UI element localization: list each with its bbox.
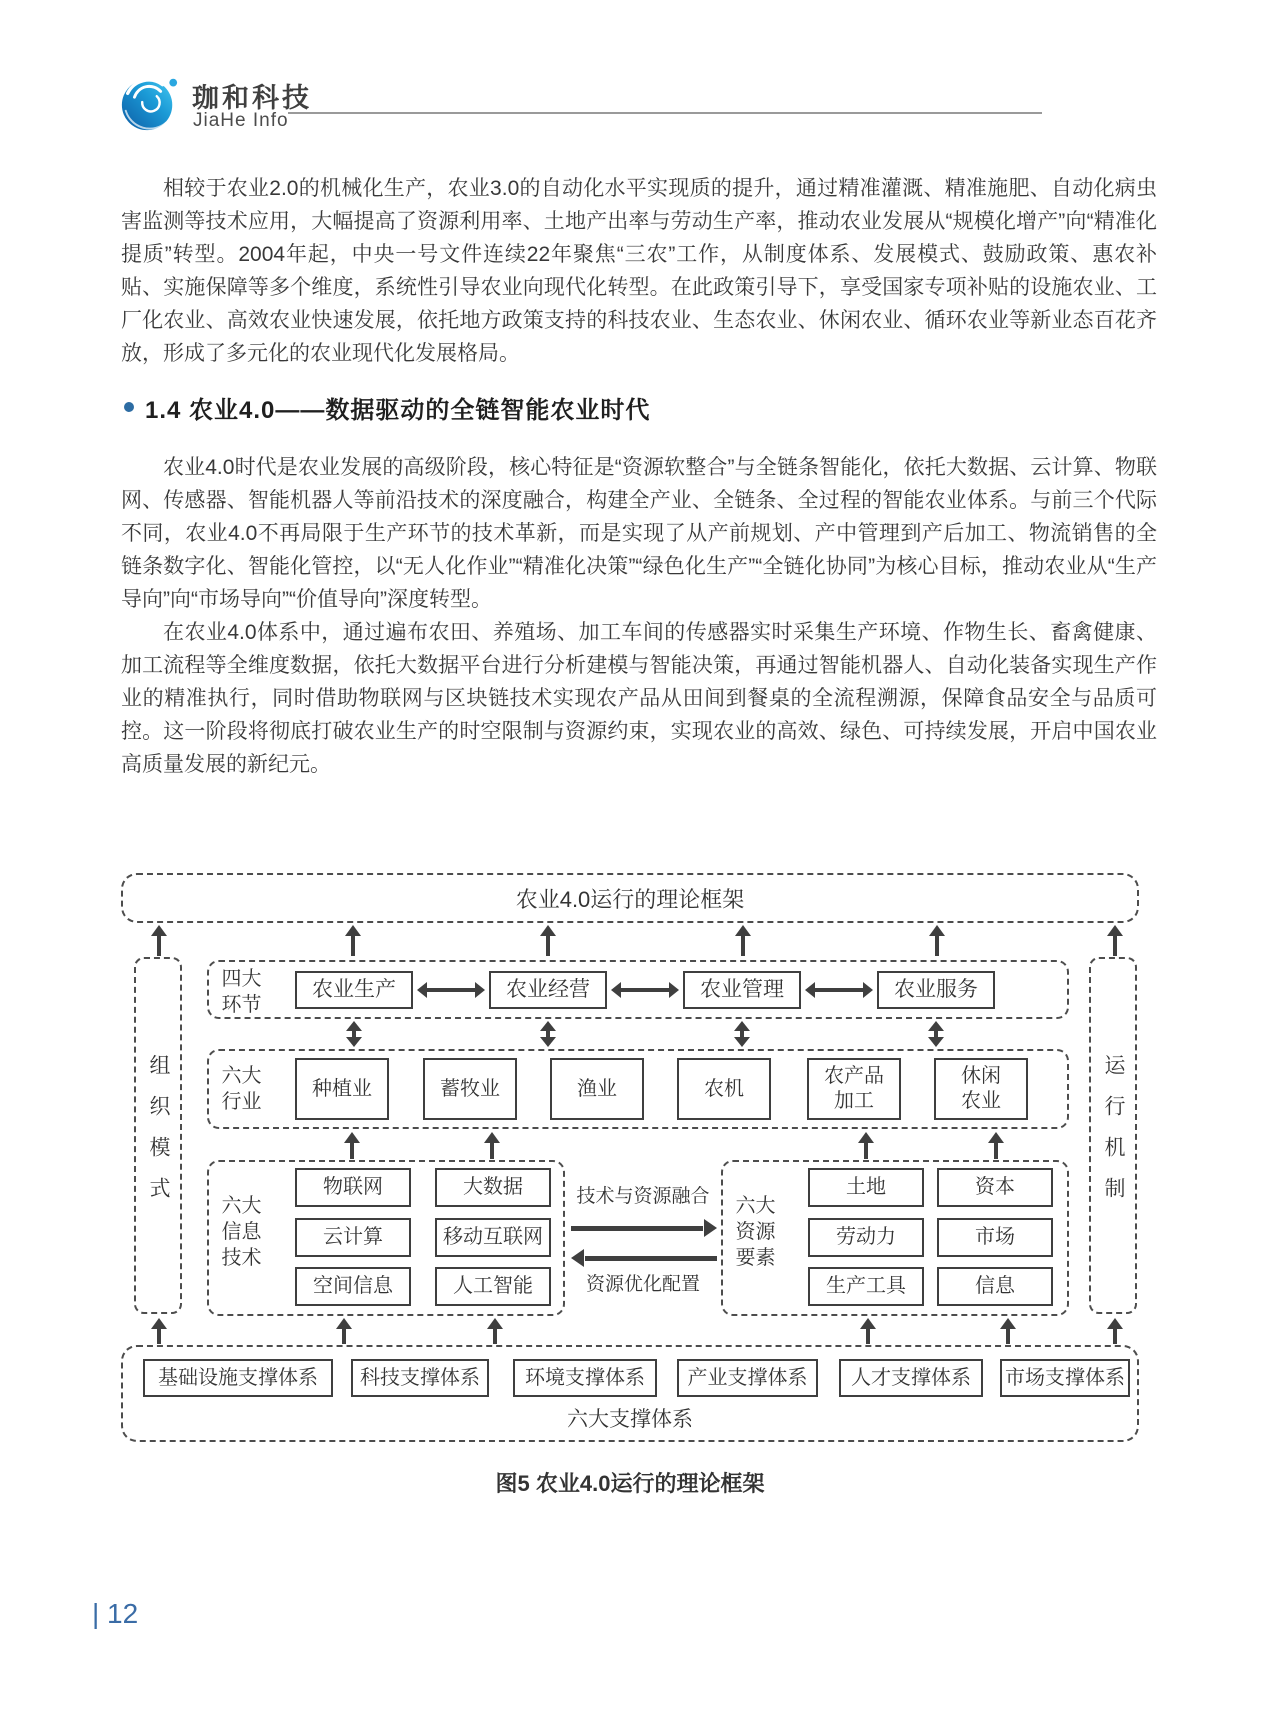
resource-box-market: 市场 (937, 1218, 1053, 1257)
arrow-up-icon (988, 1132, 1004, 1159)
arrow-up-icon (484, 1132, 500, 1159)
double-arrow-vertical-icon (346, 1021, 362, 1047)
brand-name-zh: 珈和科技 (192, 83, 312, 113)
double-arrow-vertical-icon (928, 1021, 944, 1047)
operation-mechanism-box (1089, 957, 1137, 1314)
double-arrow-vertical-icon (734, 1021, 750, 1047)
double-arrow-vertical-icon (540, 1021, 556, 1047)
organization-mode-box (134, 957, 182, 1314)
link-box-production: 农业生产 (295, 971, 413, 1009)
industry-box-husbandry: 蓄牧业 (423, 1058, 517, 1120)
four-links-label-text: 四大环节 (221, 968, 262, 1016)
link-box-service: 农业服务 (877, 971, 995, 1009)
double-arrow-horizontal-icon (417, 982, 485, 998)
arrow-up-icon (540, 925, 556, 956)
figure-caption: 图5 农业4.0运行的理论框架 (495, 1471, 765, 1496)
industry-box-leisure (934, 1058, 1028, 1120)
arrow-up-icon (344, 1132, 360, 1159)
heading-bullet-icon (124, 402, 134, 412)
six-industries-label (219, 1063, 264, 1115)
tech-box-cloud: 云计算 (295, 1218, 411, 1257)
arrow-up-icon (1107, 1318, 1123, 1344)
arrow-up-icon (860, 1318, 876, 1344)
industry-leisure-text: 休闲农业 (961, 1065, 1001, 1112)
link-box-management: 农业管理 (683, 971, 801, 1009)
organization-mode-label: 组织模式 (147, 1053, 170, 1218)
four-links-label (219, 966, 264, 1018)
header-rule (288, 112, 1042, 114)
support-box-infrastructure: 基础设施支撑体系 (143, 1359, 333, 1397)
tech-box-spatial: 空间信息 (295, 1267, 411, 1306)
resources-label (733, 1193, 778, 1271)
fusion-label: 技术与资源融合 (576, 1186, 710, 1207)
swirl-globe-icon (118, 72, 180, 134)
arrow-up-icon (858, 1132, 874, 1159)
resource-box-labor: 劳动力 (808, 1218, 924, 1257)
info-tech-label (219, 1193, 264, 1271)
six-industries-label-text: 六大行业 (221, 1065, 262, 1113)
industry-box-processing (807, 1058, 901, 1120)
tech-box-mobile: 移动互联网 (435, 1218, 551, 1257)
support-systems-label: 六大支撑体系 (567, 1408, 693, 1431)
page-number: | 12 (92, 1598, 139, 1629)
arrow-up-icon (336, 1318, 352, 1344)
resources-label-text: 六大资源要素 (735, 1195, 776, 1269)
brand-name-en: JiaHe Info (193, 110, 289, 131)
theory-frame-title: 农业4.0运行的理论框架 (515, 886, 745, 912)
paragraph-1: 相较于农业2.0的机械化生产，农业3.0的自动化水平实现质的提升，通过精准灌溉、精准施肥、自动化病虫害监测等技术应用，大幅提高了资源利用率、土地产出率与劳动生产率，推动农业发展从“规模化增产”向“精准化提质”转型。2004年起，中央一号文件连续22年聚焦“三农”工作，从制度体系、发展模式、鼓励政策、惠农补贴、实施保障等多个维度，系统性引导农业向现代化转型。在此政策引导下，享受国家专项补贴的设施农业、工厂化农业、高效农业快速发展，依托地方政策支持的科技农业、生态农业、休闲农业、循环农业等新业态百花齐放，形成了多元化的农业现代化发展格局。 (121, 177, 1157, 365)
industry-box-planting: 种植业 (295, 1058, 389, 1120)
paragraph-3: 在农业4.0体系中，通过遍布农田、养殖场、加工车间的传感器实时采集生产环境、作物生长、畜禽健康、加工流程等全维度数据，依托大数据平台进行分析建模与智能决策，再通过智能机器人、自动化装备实现生产作业的精准执行，同时借助物联网与区块链技术实现农产品从田间到餐桌的全流程溯源，保障食品安全与品质可控。这一阶段将彻底打破农业生产的时空限制与资源约束，实现农业的高效、绿色、可持续发展，开启中国农业高质量发展的新纪元。 (121, 621, 1157, 776)
industry-box-machinery: 农机 (677, 1058, 771, 1120)
section-heading (121, 390, 650, 425)
arrow-up-icon (151, 925, 167, 956)
theory-frame-box (121, 873, 1139, 923)
paragraph-block-1 (121, 172, 1157, 370)
double-arrow-horizontal-icon (611, 982, 679, 998)
support-box-talent: 人才支撑体系 (839, 1359, 983, 1397)
agriculture-4-framework-diagram (121, 873, 1139, 1465)
arrow-up-icon (151, 1318, 167, 1344)
info-tech-label-text: 六大信息技术 (221, 1195, 262, 1269)
industry-box-fishery: 渔业 (550, 1058, 644, 1120)
optimize-label: 资源优化配置 (585, 1274, 700, 1295)
resource-box-capital: 资本 (937, 1168, 1053, 1207)
arrow-left-icon (571, 1249, 717, 1267)
link-box-operation: 农业经营 (489, 971, 607, 1009)
arrow-up-icon (487, 1318, 503, 1344)
operation-mechanism-label: 运行机制 (1102, 1053, 1125, 1218)
resource-box-information: 信息 (937, 1267, 1053, 1306)
support-box-environment: 环境支撑体系 (513, 1359, 657, 1397)
arrow-up-icon (1000, 1318, 1016, 1344)
paragraph-block-2 (121, 451, 1157, 781)
arrow-right-icon (571, 1219, 717, 1237)
resource-box-land: 土地 (808, 1168, 924, 1207)
paragraph-2: 农业4.0时代是农业发展的高级阶段，核心特征是“资源软整合”与全链条智能化，依托大数据、云计算、物联网、传感器、智能机器人等前沿技术的深度融合，构建全产业、全链条、全过程的智能农业体系。与前三个代际不同，农业4.0不再局限于生产环节的技术革新，而是实现了从产前规划、产中管理到产后加工、物流销售的全链条数字化、智能化管控，以“无人化作业”“精准化决策”“绿色化生产”“全链化协同”为核心目标，推动农业从“生产导向”向“市场导向”“价值导向”深度转型。 (121, 456, 1157, 611)
arrow-up-icon (1107, 925, 1123, 956)
section-heading-text: 1.4 农业4.0——数据驱动的全链智能农业时代 (145, 397, 651, 424)
support-box-market: 市场支撑体系 (1000, 1359, 1130, 1397)
tech-box-iot: 物联网 (295, 1168, 411, 1207)
resource-box-tools: 生产工具 (808, 1267, 924, 1306)
arrow-up-icon (735, 925, 751, 956)
support-box-technology: 科技支撑体系 (351, 1359, 489, 1397)
tech-box-ai: 人工智能 (435, 1267, 551, 1306)
double-arrow-horizontal-icon (805, 982, 873, 998)
arrow-up-icon (345, 925, 361, 956)
arrow-up-icon (929, 925, 945, 956)
tech-box-bigdata: 大数据 (435, 1168, 551, 1207)
support-box-industry: 产业支撑体系 (677, 1359, 818, 1397)
industry-processing-text: 农产品加工 (824, 1065, 884, 1112)
